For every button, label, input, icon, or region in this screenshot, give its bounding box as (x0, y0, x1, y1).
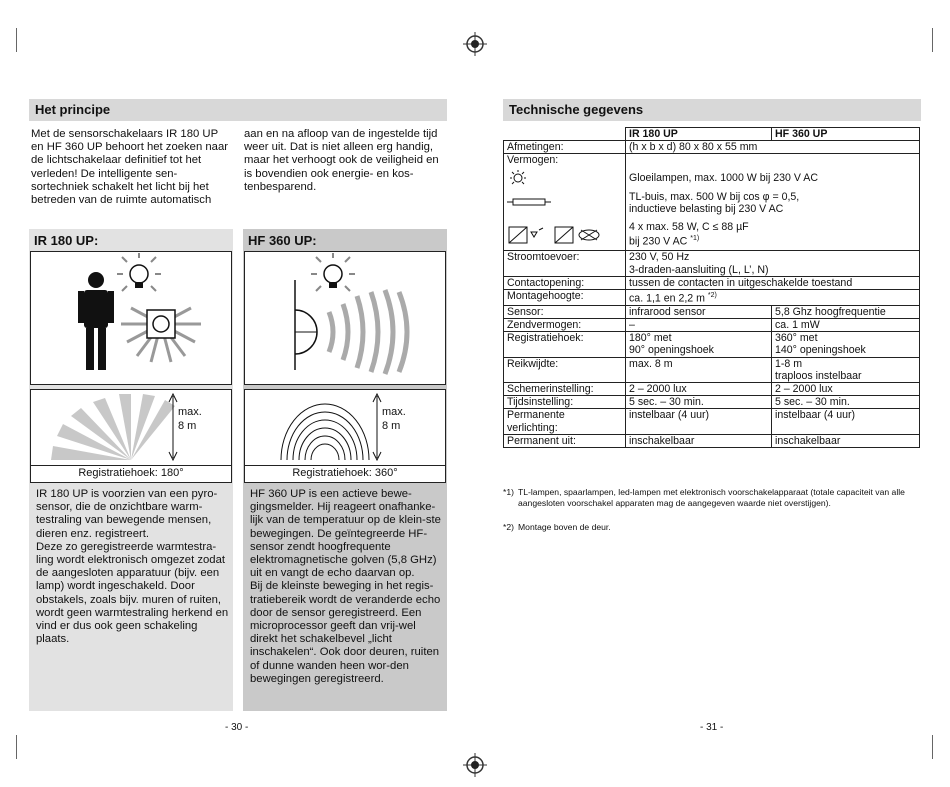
cell-ir: 2 – 2000 lux (626, 382, 772, 395)
cell-hf: traploos instelbaar (775, 369, 862, 382)
power-ballast-2: bij 230 V AC (629, 235, 688, 248)
col-header-ir: IR 180 UP (626, 128, 772, 141)
hf-description: HF 360 UP is een actieve bewe-gingsmelder. Hij reageert onafhanke-lijk van de temperatuur op de klein-ste bewegingen. De geïntegreerde HF-sensor zendt hoogfrequente elektromagnetische golven (5,8 GHz) uit en vangt de echo daarvan op. Bij de kleinste beweging in het regis-tratiebereik wordt de veranderde echo door de sensor geregistreerd. Een microprocessor geeft dan vrij-wel direkt het schakelbevel „licht inschakelen“. Ook door deuren, ruiten of dunne wanden heen wor-den bewegingen geregistreerd. (250, 488, 441, 685)
col-header-hf: HF 360 UP (772, 128, 920, 141)
cell-hf: instelbaar (4 uur) (772, 409, 920, 434)
hf-illustration (244, 251, 446, 385)
row-label: Afmetingen: (504, 141, 626, 154)
row-label: verlichting: (507, 421, 558, 434)
power-ballast-1: 4 x max. 58 W, C ≤ 88 µF (629, 221, 749, 234)
ir-range-diagram (30, 389, 232, 483)
table-row (504, 357, 920, 382)
row-label: Sensor: (504, 305, 626, 318)
crosshair-registration-icon (463, 32, 487, 56)
ir-title: IR 180 UP: (34, 233, 99, 248)
cell-hf: 360° met (775, 332, 818, 345)
row-label: Tijdsinstelling: (504, 396, 626, 409)
ir-detection-fan-diagram (31, 390, 231, 466)
cell-ir: inschakelbaar (626, 434, 772, 447)
spec-table (503, 127, 920, 448)
power-fluorescent-2: inductieve belasting bij 230 V AC (629, 202, 784, 215)
cell-hf: ca. 1 mW (772, 318, 920, 331)
crosshair-registration-icon (463, 753, 487, 777)
table-row (504, 154, 920, 251)
cell-hf: 2 – 2000 lux (772, 382, 920, 395)
ir-illustration (30, 251, 232, 385)
cell-hf: 140° openingshoek (775, 344, 866, 357)
row-label: Permanent uit: (504, 434, 626, 447)
row-value: 3-draden-aansluiting (L, L’, N) (629, 263, 769, 276)
row-label: Contactopening: (504, 276, 626, 289)
row-label: Permanente (507, 409, 565, 422)
light-bulb-icon (311, 253, 355, 291)
table-row (504, 276, 920, 289)
person-sensor-illustration (31, 252, 231, 384)
crop-mark (16, 28, 17, 52)
crop-mark (932, 735, 933, 759)
row-label: Schemerinstelling: (504, 382, 626, 395)
ir-range-label: 8 m (178, 420, 197, 432)
light-bulb-icon (510, 170, 526, 186)
hf-range-label: 8 m (382, 420, 401, 432)
table-row (504, 409, 920, 434)
intro-text-col2: aan en na afloop van de ingestelde tijd weer uit. Dat is niet alleen erg handig, maar het verhoogt ook de veiligheid en is bovendien ook energie- en kos-tenbesparend. (244, 128, 439, 193)
table-row (504, 396, 920, 409)
footnote-2-mark: *2) (503, 522, 514, 532)
table-row (504, 434, 920, 447)
table-row (504, 318, 920, 331)
row-label: Montagehoogte: (504, 290, 626, 306)
row-label: Vermogen: (507, 154, 559, 167)
hf-wave-illustration (245, 252, 445, 384)
table-row (504, 332, 920, 357)
cell-hf: 5,8 Ghz hoogfrequentie (772, 305, 920, 318)
footnote-2-text: Montage boven de deur. (518, 522, 611, 532)
row-label: Zendvermogen: (504, 318, 626, 331)
table-row (504, 290, 920, 306)
row-value: tussen de contacten in uitgeschakelde toestand (626, 276, 920, 289)
cell-hf: 5 sec. – 30 min. (772, 396, 920, 409)
cell-ir: instelbaar (4 uur) (626, 409, 772, 434)
cell-ir: 5 sec. – 30 min. (626, 396, 772, 409)
cell-ir: 90° openingshoek (629, 344, 714, 357)
fluorescent-tube-icon (507, 197, 551, 207)
hf-detection-dome-diagram (245, 390, 445, 466)
intro-text-col1: Met de sensorschakelaars IR 180 UP en HF 360 UP behoort het zoeken naar de lichtschakelaar definitief tot het verleden! De intelligente sen-sortechniek schakelt het licht bij het betreden van de ruimte automatisch (31, 128, 228, 207)
cell-ir: max. 8 m (626, 357, 772, 382)
power-incandescent: Gloeilampen, max. 1000 W bij 230 V AC (629, 172, 819, 185)
table-row (504, 141, 920, 154)
footnote-ref-2: *2) (707, 292, 717, 300)
footnote-1-text: TL-lampen, spaarlampen, led-lampen met elektronisch voorschakelapparaat (totale capaciteit van alle aangesloten voorschakel apparaten mag de aangegeven waarde niet overstijgen). (518, 487, 905, 508)
table-header-row (504, 128, 920, 141)
footnote-1-mark: *1) (503, 487, 514, 497)
row-label: Stroomtoevoer: (504, 251, 626, 276)
hf-range-diagram (244, 389, 446, 483)
row-value: 230 V, 50 Hz (629, 251, 690, 264)
table-row (504, 382, 920, 395)
ir-max-label: max. (178, 406, 202, 418)
hf-title: HF 360 UP: (248, 233, 317, 248)
row-label: Reikwijdte: (504, 357, 626, 382)
cell-hf: 1-8 m (775, 357, 803, 370)
cell-hf: inschakelbaar (772, 434, 920, 447)
row-label: Registratiehoek: (504, 332, 626, 357)
electronic-ballast-icon (507, 226, 611, 244)
table-row (504, 251, 920, 276)
section-title-specs: Technische gegevens (503, 99, 921, 121)
light-bulb-icon (117, 253, 161, 291)
crop-mark (932, 28, 933, 52)
page-number-left: - 30 - (225, 722, 249, 733)
cell-ir: 180° met (629, 332, 672, 345)
power-fluorescent-1: TL-buis, max. 500 W bij cos φ = 0,5, (629, 190, 800, 203)
motion-sensor-icon (121, 308, 201, 362)
ir-description: IR 180 UP is voorzien van een pyro-sensor, die de onzichtbare warm-testraling van bewegende mensen, dieren enz. registreert. Deze zo geregistreerde warmtestra-ling wordt elektronisch omgezet zodat de aangesloten apparatuur (bijv. een lamp) wordt ingeschakeld. Door obstakels, zoals bijv. muren of ruiten, wordt geen warmtestraling herkend en vind er dus ook geen schakeling plaats. (36, 488, 229, 646)
row-value: ca. 1,1 en 2,2 m (629, 292, 705, 305)
cell-ir: infrarood sensor (626, 305, 772, 318)
section-title-principle: Het principe (29, 99, 447, 121)
ir-column (29, 229, 233, 711)
hf-column (243, 229, 447, 711)
row-value: (h x b x d) 80 x 80 x 55 mm (626, 141, 920, 154)
ir-angle-caption: Registratiehoek: 180° (31, 465, 231, 482)
table-row (504, 305, 920, 318)
page-number-right: - 31 - (700, 722, 724, 733)
hf-max-label: max. (382, 406, 406, 418)
hf-angle-caption: Registratiehoek: 360° (245, 465, 445, 482)
footnote-ref-1: *1) (690, 235, 700, 243)
cell-ir: – (626, 318, 772, 331)
crop-mark (16, 735, 17, 759)
